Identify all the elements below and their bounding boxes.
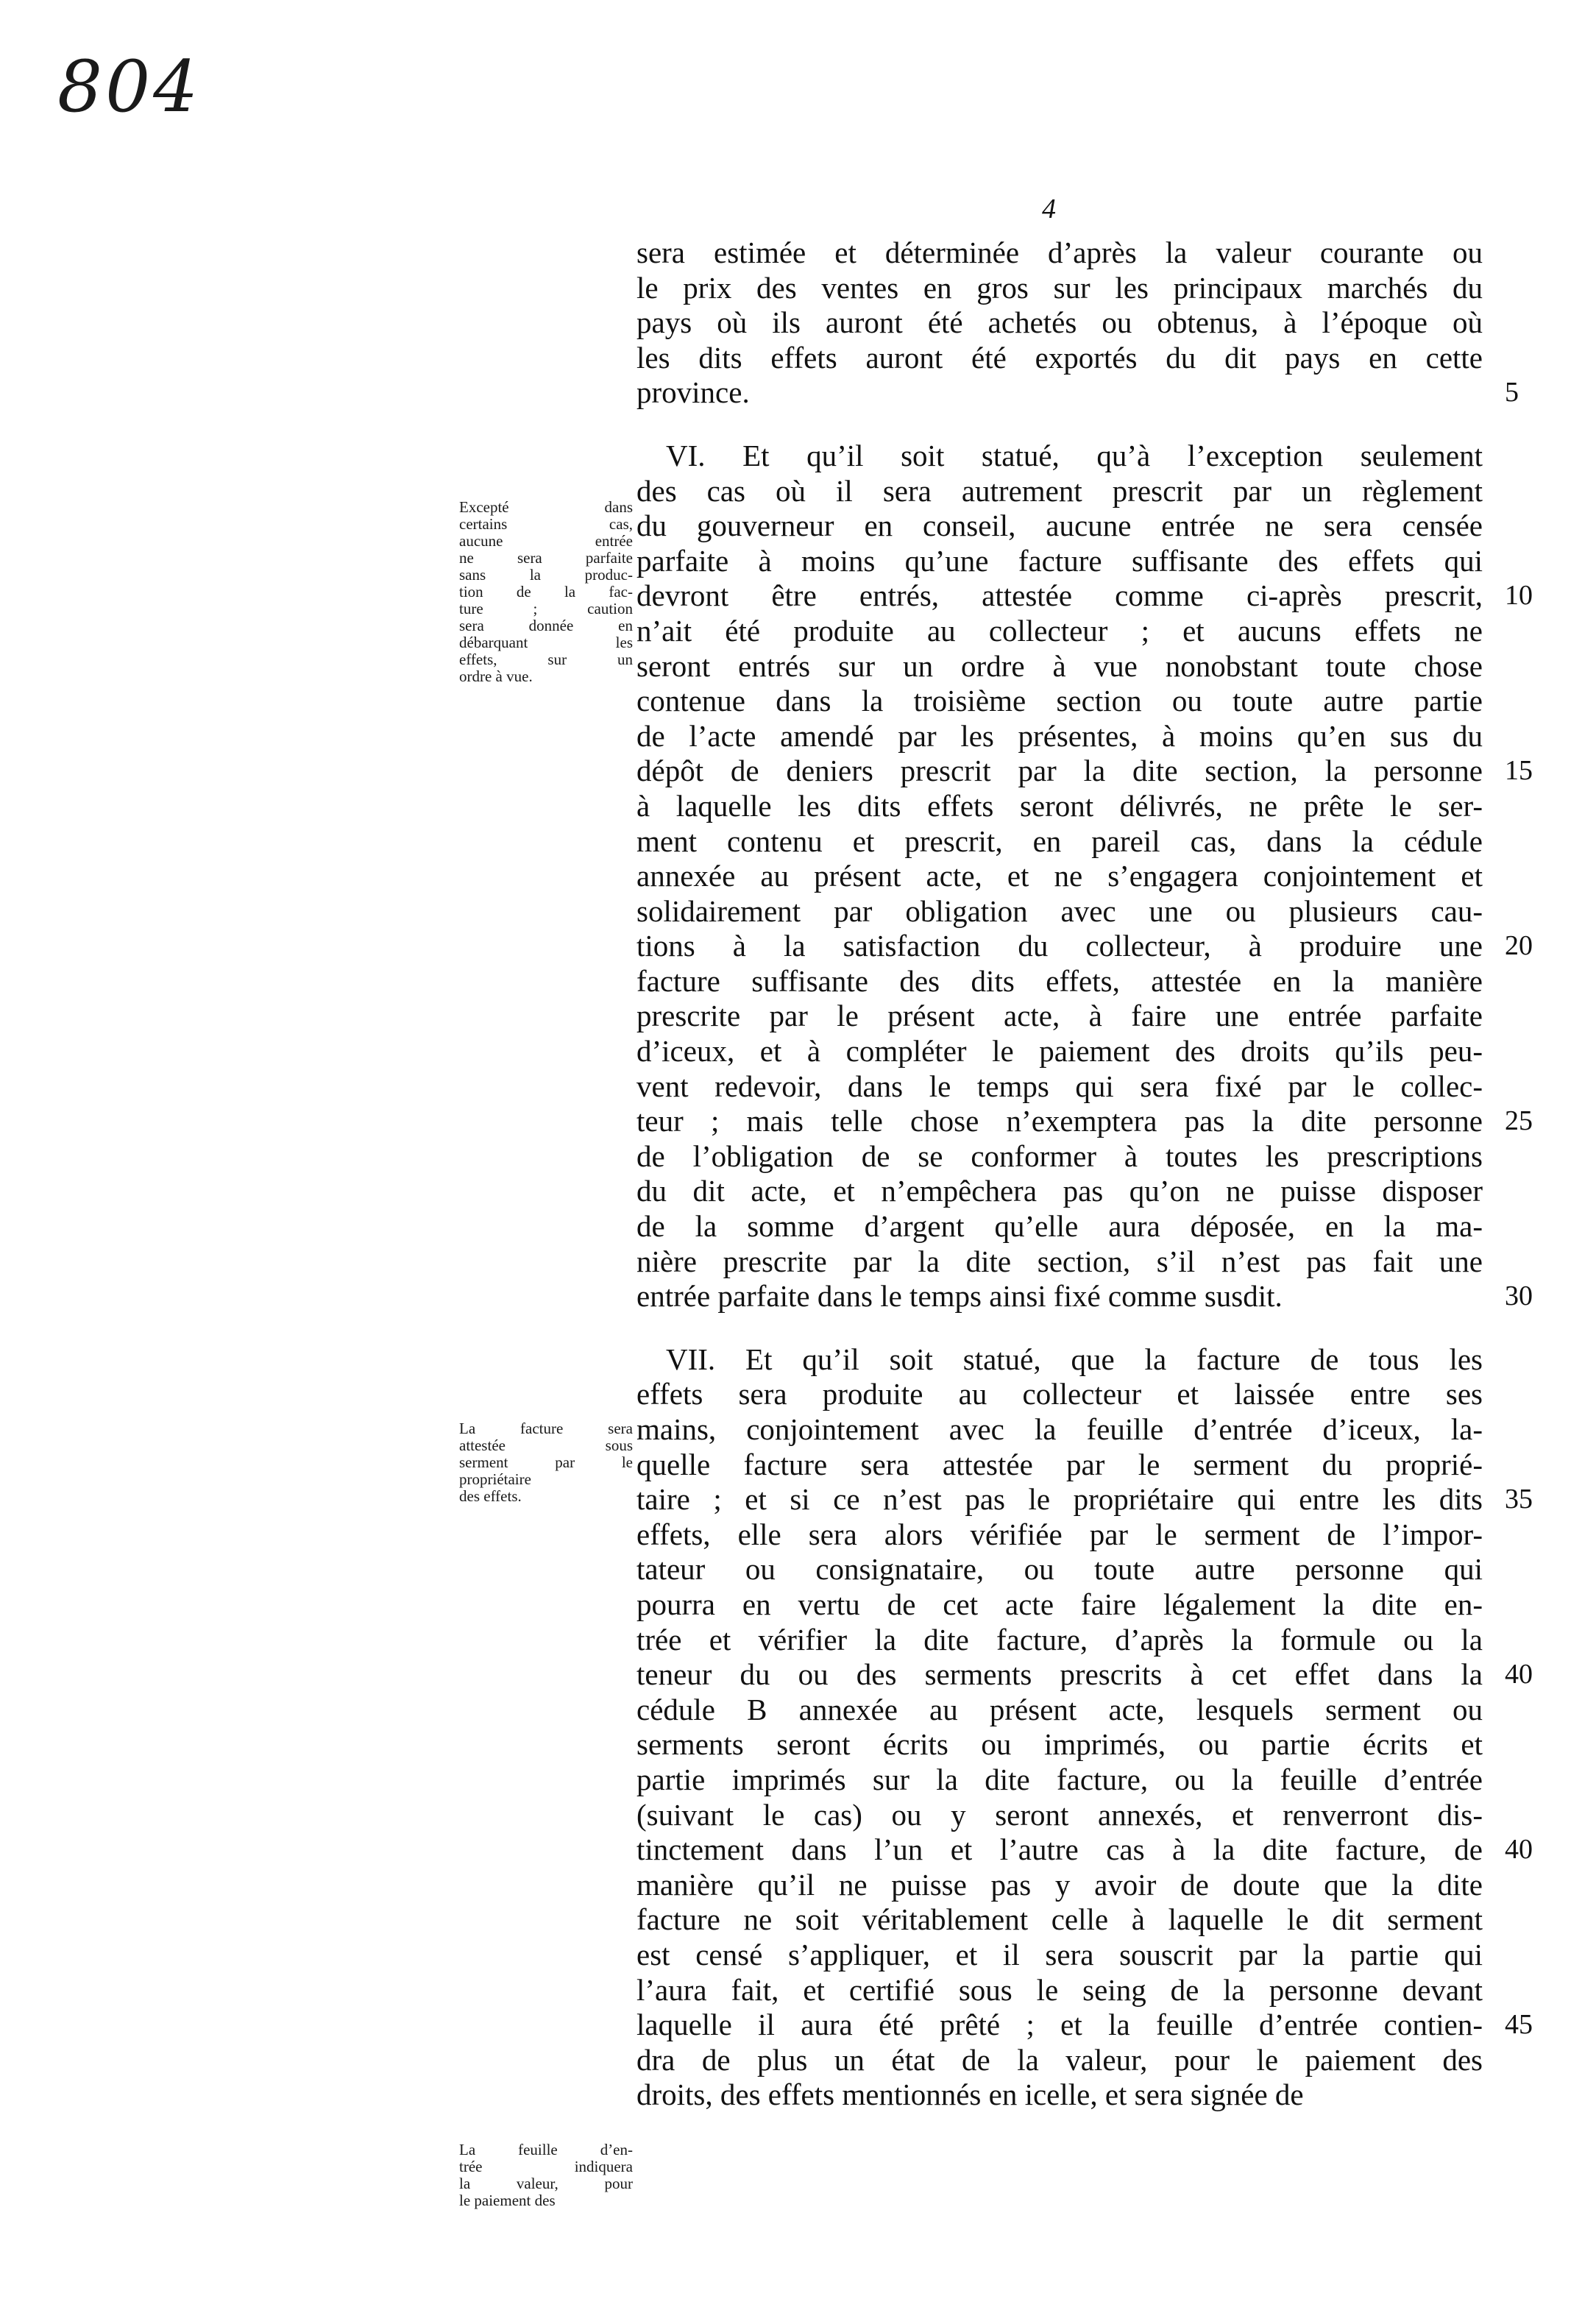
line-number: 20: [1505, 930, 1533, 962]
text-line: [636, 1832, 1533, 1868]
text-line: [636, 1448, 1483, 1483]
text-line-content: tions à la satisfaction du collecteur, à produire une: [636, 929, 1483, 963]
text-line-content: facture suffisante des dits effets, attestée en la manière: [636, 963, 1483, 998]
text-line: [636, 271, 1483, 306]
text-line-content: de la somme d’argent qu’elle aura déposée, en la ma-: [636, 1209, 1483, 1244]
text-line: [636, 578, 1533, 614]
text-line: [636, 1069, 1483, 1105]
text-line-content: du dit acte, et n’empêchera pas qu’on ne puisse disposer: [636, 1174, 1483, 1208]
text-line-content: (suivant le cas) ou y seront annexés, et renverront dis-: [636, 1797, 1483, 1832]
text-line: [636, 1174, 1483, 1209]
margin-note-feuille-entree: [459, 2142, 633, 2209]
text-line: [636, 544, 1483, 579]
text-line: [636, 439, 1483, 474]
text-line: [636, 1104, 1533, 1139]
text-line: [636, 1623, 1483, 1658]
text-line: [636, 2077, 1483, 2113]
paragraph-gap: [636, 1314, 1483, 1342]
text-line-content: l’aura fait, et certifié sous le seing de la personne devant: [636, 1972, 1483, 2007]
text-line: [636, 375, 1519, 411]
margin-note-line: La facture sera: [459, 1420, 633, 1437]
text-line: [636, 1868, 1483, 1903]
margin-note-line: attestée sous: [459, 1437, 633, 1454]
margin-note-line: ne sera parfaite: [459, 549, 633, 567]
line-number: 40: [1505, 1659, 1533, 1690]
page-number: 4: [1042, 194, 1056, 224]
text-line-content: mains, conjointement avec la feuille d’entrée d’iceux, la-: [636, 1412, 1483, 1446]
margin-note-line: La feuille d’en-: [459, 2141, 633, 2158]
text-line-content: d’iceux, et à compléter le paiement des droits qu’ils peu-: [636, 1034, 1483, 1069]
text-line: [636, 1209, 1483, 1244]
text-line-content: tateur ou consignataire, ou toute autre personne qui: [636, 1552, 1483, 1587]
line-number: 25: [1505, 1105, 1533, 1137]
text-line: [636, 1798, 1483, 1833]
text-line-content: du gouverneur en conseil, aucune entrée ne sera censée: [636, 509, 1483, 543]
margin-note-line: effets, sur un: [459, 651, 633, 668]
text-line: [636, 1412, 1483, 1448]
text-line-content: manière qu’il ne puisse pas y avoir de doute que la dite: [636, 1867, 1483, 1902]
text-line: [636, 1482, 1533, 1517]
text-line-content: est censé s’appliquer, et il sera souscrit par la partie qui: [636, 1937, 1483, 1972]
text-line-content: serments seront écrits ou imprimés, ou partie écrits et: [636, 1727, 1483, 1762]
text-line-content: quelle facture sera attestée par le serment du proprié-: [636, 1447, 1483, 1481]
text-line-content: seront entrés sur un ordre à vue nonobstant toute chose: [636, 648, 1483, 683]
text-line: [636, 789, 1483, 824]
text-line: [636, 2043, 1483, 2078]
text-line-content: contenue dans la troisième section ou toute autre partie: [636, 684, 1483, 718]
margin-note-line: des effets.: [459, 1487, 522, 1505]
text-line-content: solidairement par obligation avec une ou plusieurs cau-: [636, 893, 1483, 928]
text-line: [636, 929, 1533, 964]
margin-note-line: Excepté dans: [459, 498, 633, 516]
text-line: [636, 1139, 1483, 1175]
text-line-content: entrée parfaite dans le temps ainsi fixé comme susdit.: [636, 1279, 1283, 1314]
text-line-content: vent redevoir, dans le temps qui sera fixé par le collec-: [636, 1069, 1483, 1103]
text-line-content: dra de plus un état de la valeur, pour le paiement des: [636, 2042, 1483, 2077]
text-line-content: cédule B annexée au présent acte, lesquels serment ou: [636, 1692, 1483, 1726]
text-line-content: effets sera produite au collecteur et laissée entre ses: [636, 1377, 1483, 1411]
text-line: [636, 1517, 1483, 1553]
text-line-content: facture ne soit véritablement celle à laquelle le dit serment: [636, 1902, 1483, 1937]
text-line: [636, 754, 1533, 789]
text-line-content: à laquelle les dits effets seront délivrés, ne prête le ser-: [636, 788, 1483, 823]
text-line-content: ment contenu et prescrit, en pareil cas, dans la cédule: [636, 823, 1483, 858]
text-line: [636, 1377, 1483, 1412]
paragraph-gap: [636, 411, 1483, 439]
text-line: [636, 894, 1483, 929]
text-line-content: VII. Et qu’il soit statué, que la facture de tous les: [666, 1342, 1483, 1376]
text-line: [636, 1727, 1483, 1763]
text-line: [636, 1693, 1483, 1728]
text-line: [636, 859, 1483, 894]
text-line-content: trée et vérifier la dite facture, d’après la formule ou la: [636, 1622, 1483, 1657]
text-line: [636, 614, 1483, 649]
text-line: [636, 235, 1483, 271]
text-line-content: de l’obligation de se conformer à toutes les prescriptions: [636, 1138, 1483, 1173]
line-number: 45: [1505, 2009, 1533, 2041]
line-number: 40: [1505, 1834, 1533, 1866]
margin-note-line: propriétaire: [459, 1470, 531, 1488]
text-line-content: partie imprimés sur la dite facture, ou la feuille d’entrée: [636, 1762, 1483, 1796]
margin-note-line: la valeur, pour: [459, 2175, 633, 2192]
text-line-content: de l’acte amendé par les présentes, à moins qu’en sus du: [636, 718, 1483, 753]
text-line-content: des cas où il sera autrement prescrit par un règlement: [636, 473, 1483, 508]
text-line: [636, 999, 1483, 1034]
margin-note-line: trée indiquera: [459, 2158, 633, 2175]
text-line-content: teur ; mais telle chose n’exemptera pas la dite personne: [636, 1104, 1483, 1138]
margin-note-line: sans la produc-: [459, 566, 633, 584]
margin-note-line: sera donnée en: [459, 617, 633, 634]
text-line-content: teneur du ou des serments prescrits à cet effet dans la: [636, 1657, 1483, 1692]
text-line: [636, 964, 1483, 999]
margin-note-facture-attestee: [459, 1420, 633, 1505]
text-line: [636, 1587, 1483, 1623]
text-line: [636, 649, 1483, 684]
text-line: [636, 1973, 1483, 2008]
margin-note-exception: [459, 499, 633, 685]
text-line: [636, 2008, 1533, 2043]
text-line: [636, 1034, 1483, 1069]
text-line-content: effets, elle sera alors vérifiée par le serment de l’impor-: [636, 1517, 1483, 1551]
text-line: [636, 1902, 1483, 1938]
text-line: [636, 509, 1483, 544]
text-line: [636, 1763, 1483, 1798]
text-line-content: laquelle il aura été prêté ; et la feuille d’entrée contien-: [636, 2008, 1483, 2042]
text-line-content: nière prescrite par la dite section, s’il n’est pas fait une: [636, 1244, 1483, 1278]
text-line-content: pourra en vertu de cet acte faire légalement la dite en-: [636, 1587, 1483, 1621]
text-line: [636, 1279, 1533, 1314]
text-line: [636, 341, 1483, 376]
margin-note-line: aucune entrée: [459, 532, 633, 550]
line-number: 15: [1505, 755, 1533, 787]
text-line: [636, 719, 1483, 754]
text-line: [636, 474, 1483, 509]
text-line: [636, 824, 1483, 860]
line-number: 5: [1505, 377, 1519, 408]
line-number: 30: [1505, 1280, 1533, 1312]
text-line: [636, 1244, 1483, 1280]
text-line: [636, 1552, 1483, 1587]
text-line-content: devront être entrés, attestée comme ci-après prescrit,: [636, 578, 1483, 613]
margin-note-line: débarquant les: [459, 634, 633, 651]
line-number: 10: [1505, 580, 1533, 612]
line-number: 35: [1505, 1484, 1533, 1515]
text-line-content: prescrite par le présent acte, à faire une entrée parfaite: [636, 999, 1483, 1033]
text-line-content: taire ; et si ce n’est pas le propriétaire qui entre les dits: [636, 1482, 1483, 1517]
margin-note-line: ture ; caution: [459, 600, 633, 617]
text-line-content: n’ait été produite au collecteur ; et aucuns effets ne: [636, 613, 1483, 648]
text-line-content: sera estimée et déterminée d’après la valeur courante ou: [636, 235, 1483, 269]
margin-note-line: certains cas,: [459, 515, 633, 533]
text-line-content: le prix des ventes en gros sur les principaux marchés du: [636, 270, 1483, 305]
text-line-content: province.: [636, 375, 750, 410]
margin-note-line: tion de la fac-: [459, 583, 633, 601]
text-line: [636, 305, 1483, 341]
text-line: [636, 1657, 1533, 1693]
text-line-content: dépôt de deniers prescrit par la dite section, la personne: [636, 754, 1483, 788]
text-line-content: pays où ils auront été achetés ou obtenus, à l’époque où: [636, 305, 1483, 340]
text-line-content: parfaite à moins qu’une facture suffisante des effets qui: [636, 543, 1483, 578]
margin-note-line: le paiement des: [459, 2192, 556, 2209]
text-line-content: droits, des effets mentionnés en icelle, et sera signée de: [636, 2077, 1304, 2112]
text-line-content: VI. Et qu’il soit statué, qu’à l’exception seulement: [666, 438, 1483, 472]
text-line-content: tinctement dans l’un et l’autre cas à la dite facture, de: [636, 1832, 1483, 1867]
main-text-column: [636, 235, 1533, 2113]
text-line: [636, 684, 1483, 719]
text-line-content: les dits effets auront été exportés du dit pays en cette: [636, 340, 1483, 375]
text-line: [636, 1938, 1483, 1973]
text-line-content: annexée au présent acte, et ne s’engagera conjointement et: [636, 859, 1483, 893]
text-line: [636, 1342, 1483, 1378]
margin-note-line: serment par le: [459, 1453, 633, 1471]
margin-note-line: ordre à vue.: [459, 667, 533, 685]
handwritten-page-mark: 804: [57, 46, 202, 128]
